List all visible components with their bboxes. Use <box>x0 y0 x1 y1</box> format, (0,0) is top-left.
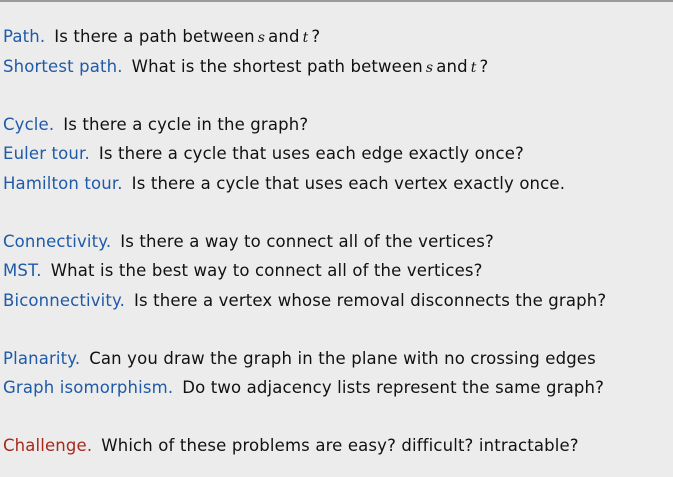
problem-graph-isomorphism <box>3 373 671 403</box>
variable-s: s <box>257 30 266 46</box>
term-challenge: Challenge. <box>3 436 93 455</box>
question-mark: ? <box>479 56 489 76</box>
term-graph-isomorphism: Graph isomorphism. <box>3 378 174 397</box>
term-mst: MST. <box>3 261 42 280</box>
question-text: Is there a cycle that uses each vertex exactly once. <box>131 173 566 193</box>
term-euler-tour: Euler tour. <box>3 144 90 163</box>
question-text: Do two adjacency lists represent the same graph? <box>182 378 604 397</box>
question-text: Is there a path between <box>54 27 255 46</box>
problem-shortest-path <box>3 52 671 82</box>
group-gap <box>3 315 671 344</box>
question-text: Is there a vertex whose removal disconnects the graph? <box>134 290 607 310</box>
group-gap <box>3 198 671 227</box>
top-rule <box>0 0 673 2</box>
term-biconnectivity: Biconnectivity. <box>3 290 125 310</box>
term-shortest-path: Shortest path. <box>3 56 123 76</box>
question-text: Is there a cycle that uses each edge exactly once? <box>98 144 524 163</box>
question-text: and <box>436 56 468 76</box>
term-hamilton-tour: Hamilton tour. <box>3 173 123 193</box>
challenge-question: Which of these problems are easy? difficult? intractable? <box>101 436 579 455</box>
term-planarity: Planarity. <box>3 348 81 368</box>
problem-biconnectivity <box>3 286 671 316</box>
problem-mst <box>3 256 671 286</box>
term-connectivity: Connectivity. <box>3 231 112 251</box>
problem-planarity <box>3 344 671 374</box>
question-text: and <box>268 27 300 46</box>
problem-euler-tour <box>3 139 671 169</box>
group-gap <box>3 81 671 110</box>
variable-t: t <box>470 59 477 76</box>
group-gap <box>3 403 671 432</box>
problem-connectivity <box>3 227 671 257</box>
question-text: Is there a way to connect all of the vertices? <box>120 231 494 251</box>
problem-hamilton-tour <box>3 169 671 199</box>
problem-path <box>3 22 671 52</box>
slide-content <box>3 22 671 461</box>
term-cycle: Cycle. <box>3 114 55 134</box>
term-path: Path. <box>3 27 46 46</box>
question-text: What is the shortest path between <box>131 56 423 76</box>
question-mark: ? <box>311 27 321 46</box>
variable-t: t <box>302 30 309 46</box>
variable-s: s <box>425 59 434 76</box>
question-text: Can you draw the graph in the plane with no crossing edges <box>89 348 596 368</box>
challenge-line <box>3 431 671 461</box>
question-text: Is there a cycle in the graph? <box>63 114 309 134</box>
question-text: What is the best way to connect all of the vertices? <box>50 261 483 280</box>
problem-cycle <box>3 110 671 140</box>
